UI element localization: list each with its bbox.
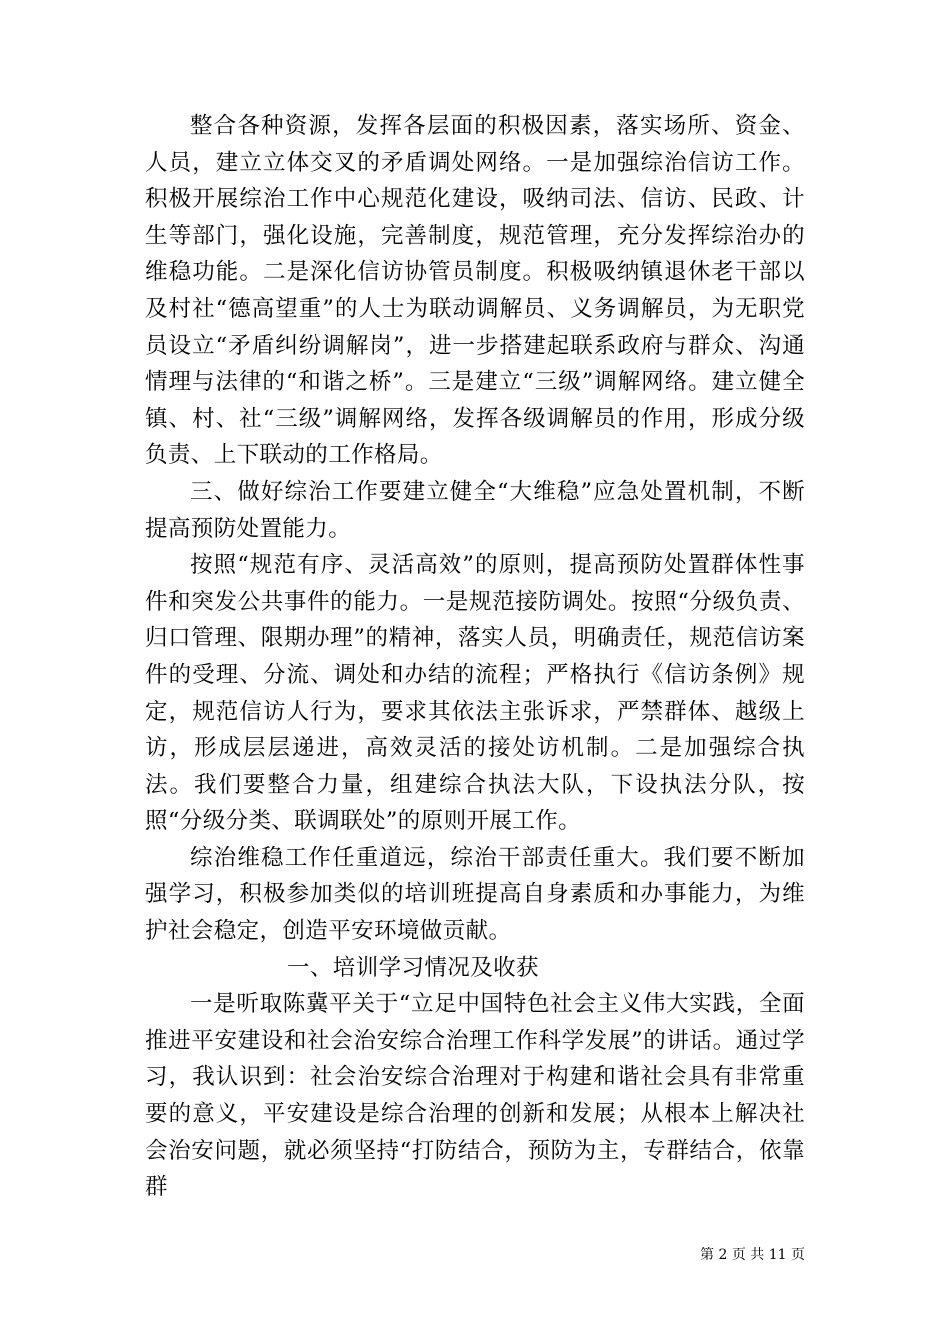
paragraph-section-three-title: 三、做好综治工作要建立健全“大维稳”应急处置机制，不断提高预防处置能力。: [145, 478, 805, 542]
paragraph-emergency-handling: 按照“规范有序、灵活高效”的原则，提高预防处置群体性事件和突发公共事件的能力。一是规范接防调处。按照“分级负责、归口管理、限期办理”的精神，落实人员，明确责任，规范信访案件的受理、分流、调处和办结的流程；严格执行《信访条例》规定，规范信访人行为，要求其依法主张诉求，严禁群体、越级上访，形成层层递进，高效灵活的接处访机制。二是加强综合执法。我们要整合力量，组建综合执法大队，下设执法分队，按照“分级分类、联调联处”的原则开展工作。: [145, 552, 805, 835]
paragraph-training-lecture: 一是听取陈冀平关于“立足中国特色社会主义伟大实践，全面推进平安建设和社会治安综合治理工作科学发展”的讲话。通过学习，我认识到：社会治安综合治理对于构建和谐社会具有非常重要的意义，平安建设是综合治理的创新和发展；从根本上解决社会治安问题，就必须坚持“打防结合，预防为主，专群结合，依靠群: [145, 991, 805, 1201]
paragraph-conclusion: 综治维稳工作任重道远，综治干部责任重大。我们要不断加强学习，积极参加类似的培训班提高自身素质和办事能力，为维护社会稳定，创造平安环境做贡献。: [145, 844, 805, 945]
page-number-footer: 第 2 页 共 11 页: [700, 1247, 805, 1263]
paragraph-conflict-network: 整合各种资源，发挥各层面的积极因素，落实场所、资金、人员，建立立体交叉的矛盾调处网络。一是加强综治信访工作。积极开展综治工作中心规范化建设，吸纳司法、信访、民政、计生等部门，强化设施，完善制度，规范管理，充分发挥综治办的维稳功能。二是深化信访协管员制度。积极吸纳镇退休老干部以及村社“德高望重”的人士为联动调解员、义务调解员，为无职党员设立“矛盾纠纷调解岗”，进一步搭建起联系政府与群众、沟通情理与法律的“和谐之桥”。三是建立“三级”调解网络。建立健全镇、村、社“三级”调解网络，发挥各级调解员的作用，形成分级负责、上下联动的工作格局。: [145, 113, 805, 469]
document-body: [145, 108, 805, 1206]
section-heading: 一、培训学习情况及收获: [287, 954, 539, 981]
